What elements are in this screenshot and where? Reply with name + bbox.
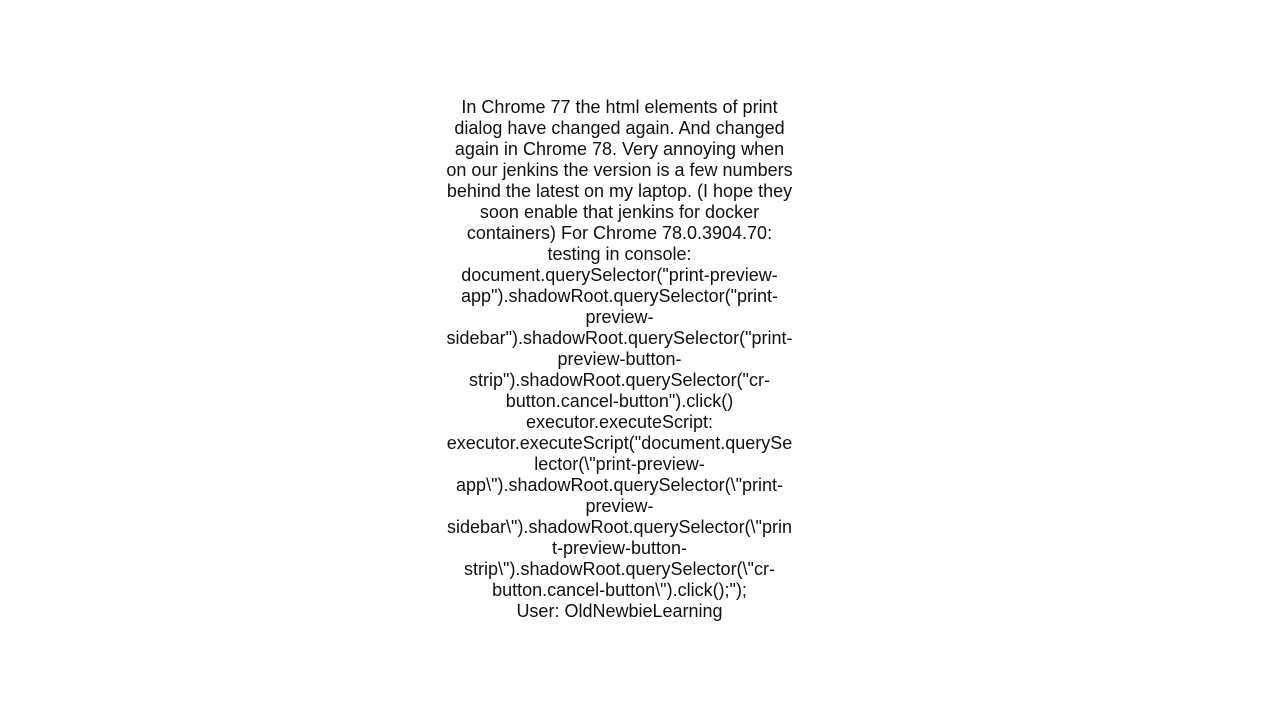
post-username: User: OldNewbieLearning bbox=[516, 601, 723, 621]
post-body-text: In Chrome 77 the html elements of print dialog have changed again. And changed again in Chrome 78. Very annoying when on our jenkins the version is a few numbers behind the latest on my laptop. (I hope they soon enable that jenkins for docker containers) For Chrome 78.0.3904.70: testing in console: document.querySelector("print-preview-app").shadowRoot.querySelector("print-preview-sidebar").shadowRoot.querySelector("print-preview-button-strip").shadowRoot.querySelector("cr-button.cancel-button").click() executor.executeScript: executor.executeScript("document.querySelector(\"print-preview-app\").shadowRoot.querySelector(\"print-preview-sidebar\").shadowRoot.querySelector(\"print-preview-button-strip\").shadowRoot.querySelector(\"cr-button.cancel-button\").click();"); bbox=[446, 97, 793, 600]
post-content bbox=[446, 97, 793, 622]
